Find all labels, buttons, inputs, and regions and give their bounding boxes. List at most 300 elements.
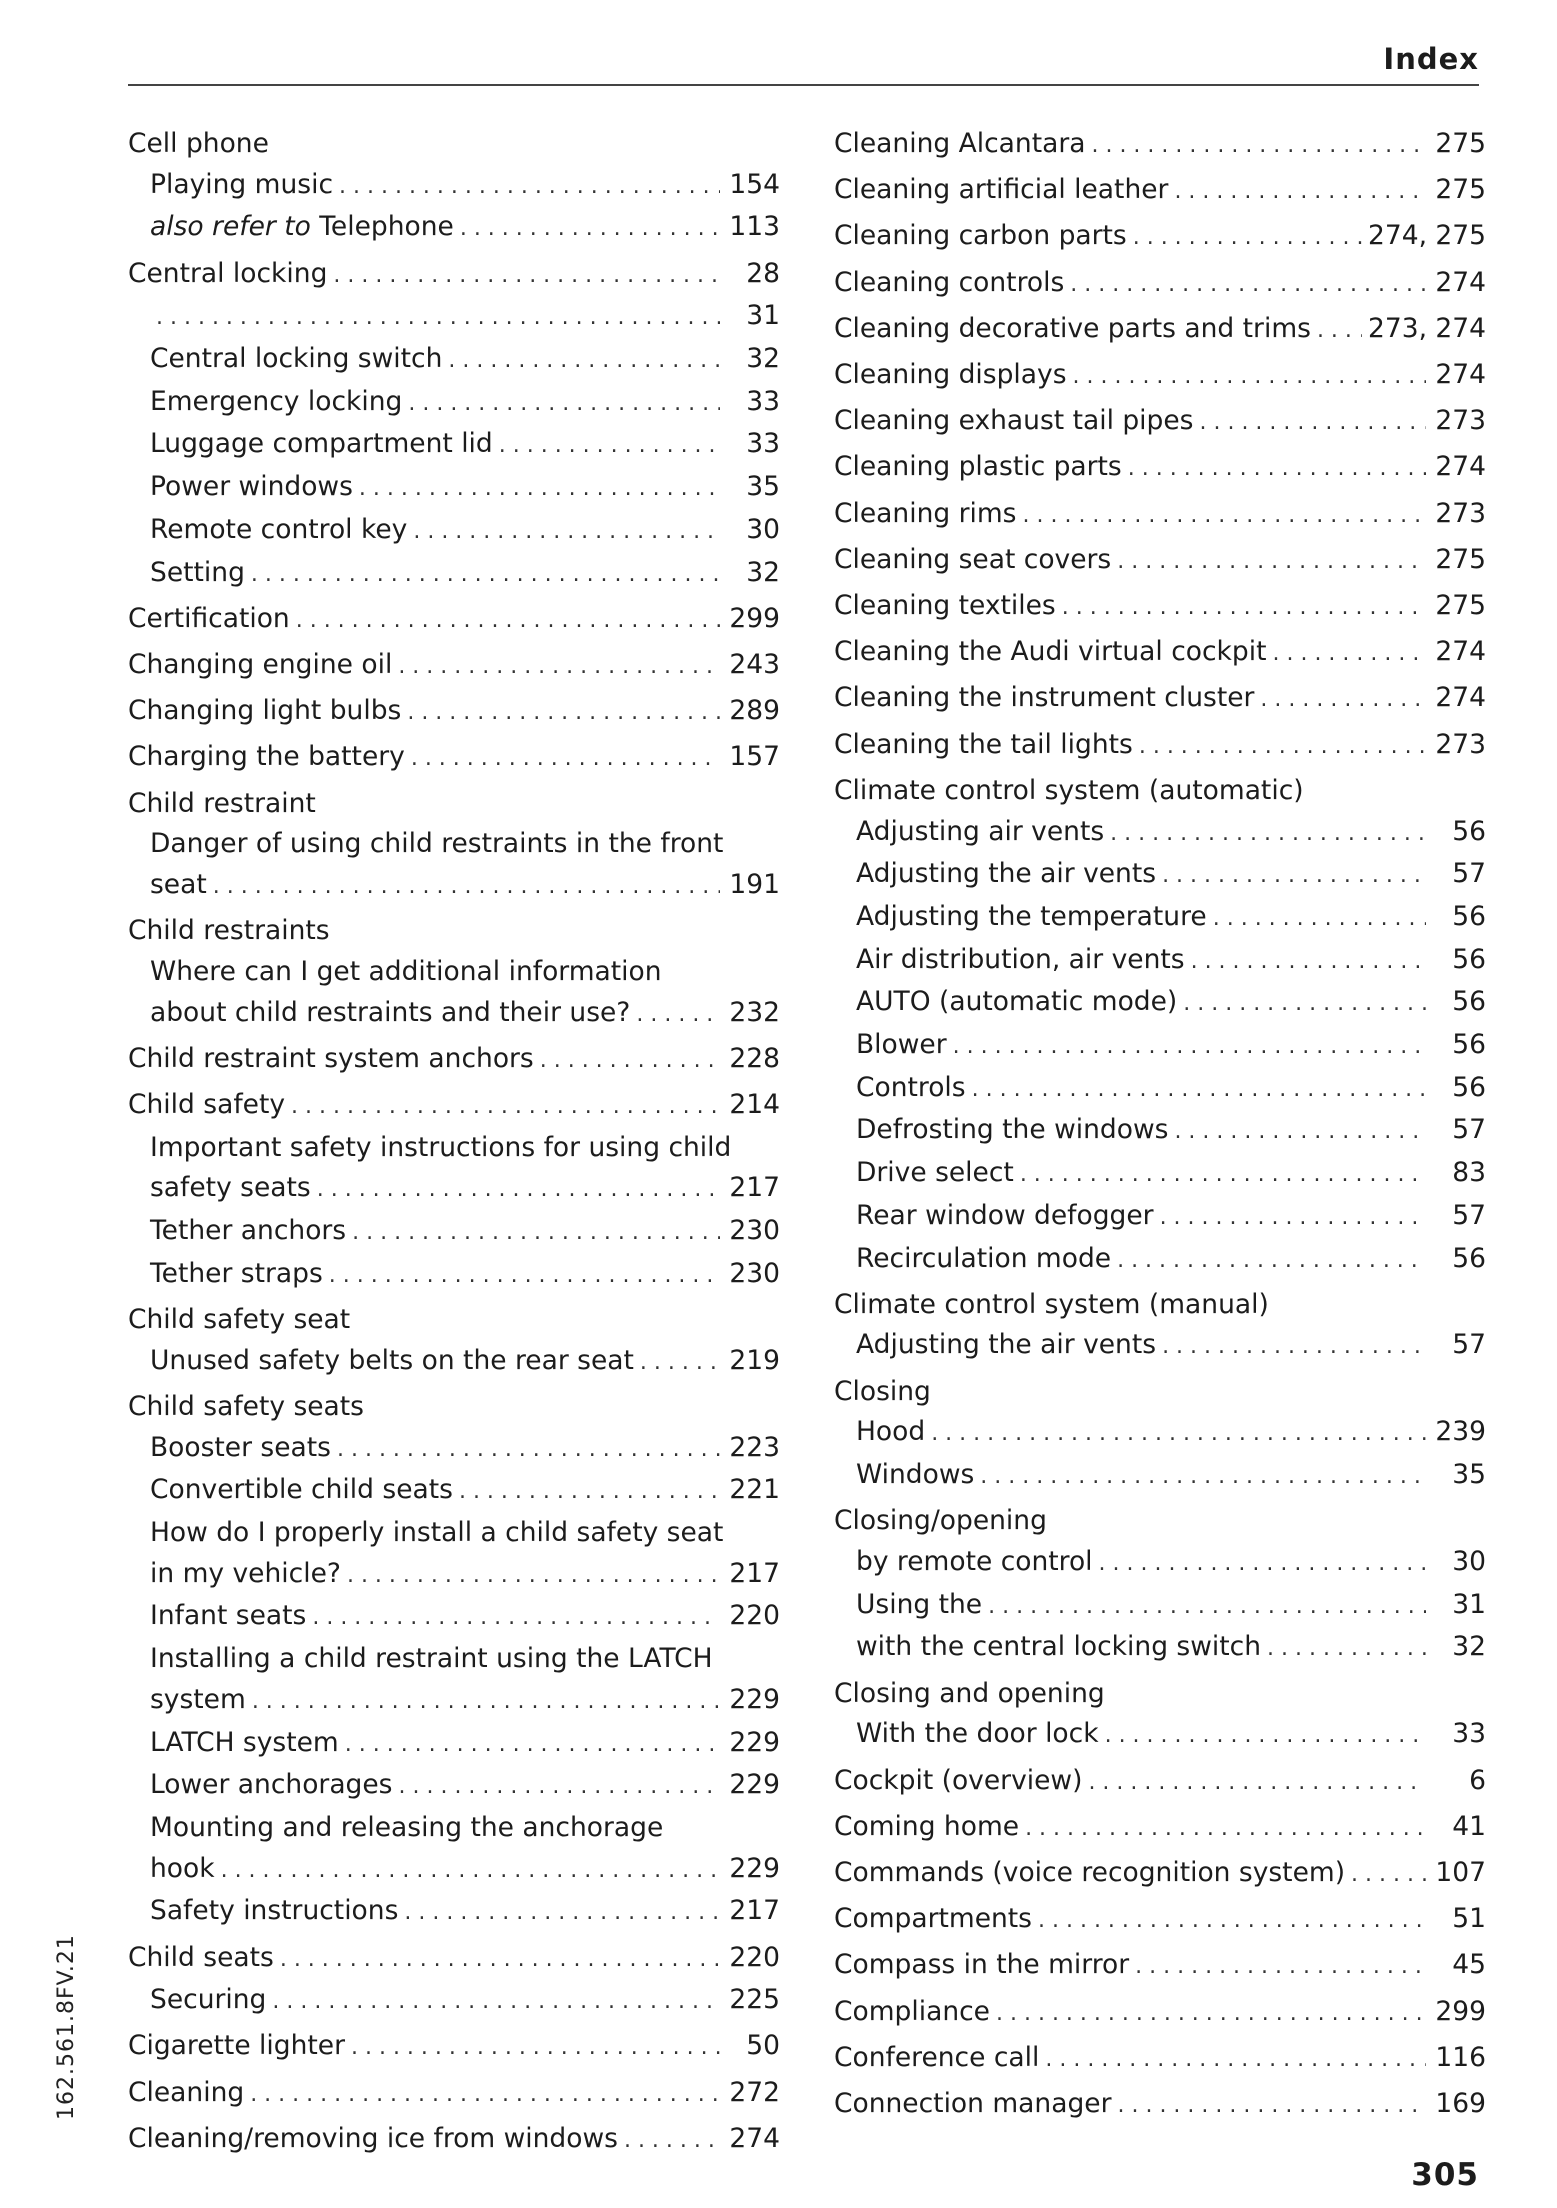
entry-text: Danger of using child restraints in the front [150, 828, 724, 860]
entry-text: Hood [856, 1416, 926, 1448]
index-entry [834, 124, 1486, 167]
entry-text: Central locking [128, 257, 328, 289]
entry-text: Compass in the mirror [834, 1949, 1130, 1981]
dot-leader [459, 1472, 720, 1513]
index-entry [834, 771, 1486, 812]
entry-page-ref: 56 [1452, 986, 1486, 1018]
entry-text: Infant seats [150, 1600, 307, 1632]
dot-leader [399, 1767, 721, 1808]
index-entry [834, 586, 1486, 629]
entry-page-ref: 239 [1435, 1416, 1486, 1448]
entry-page-ref: 299 [1435, 1995, 1486, 2027]
header-divider [128, 84, 1479, 86]
entry-page-ref: 30 [1452, 1546, 1486, 1577]
index-subentry [834, 1627, 1486, 1670]
dot-leader [1139, 727, 1426, 768]
dot-leader [953, 1027, 1426, 1068]
entry-term [856, 897, 1207, 938]
entry-text: Tether anchors [150, 1215, 347, 1247]
dot-leader [408, 384, 720, 425]
dot-leader [351, 2028, 720, 2069]
entry-term [834, 1899, 1032, 1940]
index-entry [834, 678, 1486, 721]
entry-page-ref: 275 [1435, 543, 1486, 575]
entry-page-ref: 217 [729, 1172, 780, 1204]
entry-page-ref: 45 [1452, 1949, 1486, 1981]
entry-page-ref: 289 [729, 695, 780, 727]
index-subentry [128, 1168, 780, 1211]
entry-text: Child seats [128, 1941, 274, 1973]
entry-term [834, 725, 1133, 766]
entry-text: Cleaning the Audi virtual cockpit [834, 636, 1267, 668]
entry-text: Adjusting air vents [856, 815, 1105, 847]
index-entry [834, 1853, 1486, 1896]
index-column-right [834, 124, 1486, 2127]
index-subentry [128, 1639, 780, 1680]
entry-term [834, 771, 1304, 812]
entry-text: Drive select [856, 1157, 1014, 1189]
index-entry [834, 2084, 1486, 2127]
entry-term [834, 1945, 1129, 1986]
index-subentry [128, 1980, 780, 2023]
entry-term [834, 2038, 1039, 2079]
entry-term [834, 1807, 1019, 1848]
entry-term [856, 1325, 1156, 1366]
index-subentry [834, 982, 1486, 1025]
entry-page-ref: 274 [1435, 359, 1486, 391]
index-entry [128, 911, 780, 952]
dot-leader [250, 2075, 720, 2116]
dot-leader [1135, 1947, 1426, 1988]
dot-leader [988, 1587, 1426, 1628]
entry-text: Compliance [834, 1995, 990, 2027]
entry-text: Cleaning seat covers [834, 543, 1112, 575]
entry-text: With the door lock [856, 1718, 1099, 1750]
entry-page-ref: 230 [729, 1215, 780, 1247]
entry-text: in my vehicle? [150, 1557, 341, 1589]
entry-term [150, 467, 353, 508]
entry-term [150, 424, 493, 465]
index-entry [834, 1372, 1486, 1413]
entry-text: Coming home [834, 1810, 1020, 1842]
dot-leader [407, 693, 720, 734]
entry-page-ref: 274 [1435, 451, 1486, 483]
dot-leader [317, 1170, 720, 1211]
index-subentry [128, 952, 780, 993]
entry-text: Changing engine oil [128, 648, 393, 680]
dot-leader [213, 867, 720, 908]
dot-leader [1070, 265, 1426, 306]
entry-term [128, 737, 405, 778]
index-subentry [128, 1254, 780, 1297]
dot-leader [1267, 1629, 1426, 1670]
index-subentry [834, 1455, 1486, 1498]
entry-text: with the central locking switch [856, 1631, 1262, 1663]
index-subentry [834, 1110, 1486, 1153]
dot-leader [1162, 1327, 1426, 1368]
index-subentry [128, 467, 780, 510]
dot-leader [931, 1414, 1426, 1455]
entry-page-ref: 28 [746, 257, 780, 289]
entry-term [856, 1239, 1111, 1280]
index-subentry [834, 812, 1486, 855]
dot-leader [329, 1256, 720, 1297]
index-subentry [128, 1554, 780, 1597]
dot-leader [337, 1430, 720, 1471]
entry-text: Power windows [150, 471, 353, 503]
entry-text: Child restraint system anchors [128, 1042, 534, 1074]
entry-term [150, 1554, 341, 1595]
entry-page-ref: 154 [729, 168, 780, 200]
entry-term [834, 540, 1111, 581]
entry-page-ref: 32 [746, 556, 780, 588]
entry-page-ref: 33 [746, 428, 780, 460]
entry-term [128, 254, 327, 295]
entry-term [150, 382, 402, 423]
entry-page-ref: 219 [729, 1344, 780, 1376]
entry-text: Adjusting the air vents [856, 1329, 1157, 1361]
entry-text: Cleaning artificial leather [834, 174, 1169, 206]
entry-text: Remote control key [150, 513, 408, 545]
index-entry [834, 725, 1486, 768]
dot-leader [339, 167, 720, 208]
entry-page-ref: 274 [1435, 636, 1486, 668]
dot-leader [499, 426, 720, 467]
entry-page-ref: 273 [1435, 728, 1486, 760]
entry-page-ref: 229 [729, 1769, 780, 1801]
entry-page-ref: 169 [1435, 2087, 1486, 2119]
entry-text: Compartments [834, 1903, 1032, 1935]
index-subentry [128, 553, 780, 596]
index-entry [128, 691, 780, 734]
entry-term [150, 1428, 331, 1469]
index-entry [834, 632, 1486, 675]
index-entry [128, 737, 780, 780]
entry-term [150, 339, 442, 380]
index-entry [834, 216, 1486, 259]
entry-term [856, 1627, 1261, 1668]
index-entry [128, 1387, 780, 1428]
dot-leader [352, 1213, 720, 1254]
dot-leader [1099, 1544, 1426, 1585]
index-entry [834, 355, 1486, 398]
entry-page-ref: 32 [746, 343, 780, 375]
entry-page-ref: 230 [729, 1257, 780, 1289]
entry-text: Cleaning Alcantara [834, 128, 1086, 159]
page-header-title: Index [1383, 42, 1479, 76]
entry-text: Mounting and releasing the anchorage [150, 1811, 664, 1843]
entry-text: Convertible child seats [150, 1474, 453, 1506]
index-entry [834, 263, 1486, 306]
entry-text: Child safety seat [128, 1303, 351, 1335]
dot-leader [312, 1598, 720, 1639]
dot-leader [1317, 311, 1362, 352]
entry-page-ref: 57 [1452, 1329, 1486, 1361]
index-subentry [834, 854, 1486, 897]
dot-leader [252, 1682, 720, 1723]
entry-text: Cleaning decorative parts and trims [834, 312, 1311, 344]
entry-page-ref: 232 [729, 996, 780, 1028]
entry-page-ref: 273 [1435, 497, 1486, 529]
index-entry [128, 599, 780, 642]
entry-term [834, 1285, 1269, 1326]
index-entry [128, 1938, 780, 1981]
index-subentry [128, 1849, 780, 1892]
index-column-left [128, 124, 780, 2162]
entry-text: Cigarette lighter [128, 2030, 345, 2062]
entry-text: Child restraints [128, 915, 330, 947]
index-subentry [834, 1196, 1486, 1239]
entry-term [834, 2084, 1111, 2125]
entry-page-ref: 217 [729, 1557, 780, 1589]
entry-page-ref: 50 [746, 2030, 780, 2062]
index-entry [834, 540, 1486, 583]
entry-text: system [150, 1683, 246, 1715]
entry-page-ref: 33 [1452, 1718, 1486, 1750]
entry-page-ref: 221 [729, 1474, 780, 1506]
entry-page-ref: 57 [1452, 1199, 1486, 1231]
dot-leader [1213, 899, 1426, 940]
entry-text: Important safety instructions for using child [150, 1131, 732, 1163]
entry-page-ref: 274 [729, 2122, 780, 2154]
page-number: 305 [1411, 2157, 1479, 2193]
index-entry [834, 309, 1486, 352]
dot-leader [398, 647, 720, 688]
entry-page-ref: 56 [1452, 900, 1486, 932]
entry-text: Climate control system (manual) [834, 1288, 1269, 1320]
index-subentry [128, 1723, 780, 1766]
entry-term [856, 1196, 1154, 1237]
entry-term [834, 1674, 1105, 1715]
entry-page-ref: 275 [1435, 590, 1486, 622]
entry-term [856, 982, 1177, 1023]
entry-term [834, 309, 1311, 350]
entry-term [856, 1542, 1093, 1583]
entry-page-ref: 229 [729, 1726, 780, 1758]
entry-page-ref: 273, 274 [1367, 312, 1486, 344]
dot-leader [333, 256, 720, 297]
entry-page-ref: 274, 275 [1367, 220, 1486, 252]
index-subentry [128, 382, 780, 425]
entry-term [150, 1341, 634, 1382]
entry-term [150, 1168, 311, 1209]
entry-text: Playing music [150, 168, 334, 200]
index-subentry [834, 1153, 1486, 1196]
index-subentry [834, 1585, 1486, 1628]
dot-leader [221, 1851, 720, 1892]
dot-leader [624, 2121, 720, 2162]
dot-leader [972, 1070, 1426, 1111]
index-subentry [128, 207, 780, 250]
entry-text: Rear window defogger [856, 1199, 1154, 1231]
index-subentry [128, 510, 780, 553]
entry-term [834, 1992, 990, 2033]
dot-leader [1128, 449, 1426, 490]
entry-text: Luggage compartment lid [150, 428, 493, 460]
entry-text: Setting [150, 556, 245, 588]
index-subentry [834, 1239, 1486, 1282]
entry-page-ref: 6 [1469, 1764, 1486, 1796]
dot-leader [1062, 588, 1426, 629]
entry-text: Air distribution, air vents [856, 943, 1185, 975]
dot-leader [636, 995, 720, 1036]
entry-term [856, 1068, 966, 1109]
entry-text: Cleaning the tail lights [834, 728, 1133, 760]
entry-term [128, 599, 290, 640]
index-entry [834, 1674, 1486, 1715]
entry-term [834, 401, 1193, 442]
entry-page-ref: 157 [729, 741, 780, 773]
entry-page-ref: 57 [1452, 858, 1486, 890]
index-entry [834, 494, 1486, 537]
entry-term [834, 586, 1056, 627]
entry-page-ref: 116 [1435, 2041, 1486, 2073]
entry-text: Securing [150, 1984, 267, 2016]
entry-term [150, 510, 407, 551]
entry-term [150, 1723, 339, 1764]
dot-leader [280, 1940, 720, 1981]
index-entry [128, 2119, 780, 2162]
dot-leader [156, 298, 720, 339]
entry-page-ref: 243 [729, 648, 780, 680]
entry-page-ref: 57 [1452, 1114, 1486, 1146]
entry-term [150, 165, 333, 206]
entry-page-ref: 56 [1452, 943, 1486, 975]
dot-leader [1199, 403, 1426, 444]
index-subentry [128, 1128, 780, 1169]
dot-leader [1110, 814, 1426, 855]
entry-page-ref: 214 [729, 1088, 780, 1120]
entry-text: Child safety [128, 1088, 286, 1120]
entry-term [856, 1455, 974, 1496]
index-entry [128, 2026, 780, 2069]
dot-leader [1191, 942, 1426, 983]
index-subentry [128, 1765, 780, 1808]
index-entry [128, 645, 780, 688]
dot-leader [1073, 357, 1426, 398]
entry-text: How do I properly install a child safety seat [150, 1517, 724, 1548]
entry-page-ref: 31 [746, 300, 780, 332]
entry-term [834, 1853, 1345, 1894]
entry-page-ref: 33 [746, 385, 780, 417]
dot-leader [540, 1041, 720, 1082]
index-entry [834, 1945, 1486, 1988]
entry-term [834, 1761, 1082, 1802]
index-entry [128, 784, 780, 825]
entry-text: Controls [856, 1071, 966, 1103]
dot-leader [359, 469, 720, 510]
entry-term [856, 940, 1185, 981]
dot-leader [1272, 634, 1426, 675]
entry-page-ref: 228 [729, 1042, 780, 1074]
entry-page-ref: 274 [1435, 266, 1486, 298]
dot-leader [347, 1556, 720, 1597]
dot-leader [251, 555, 720, 596]
entry-text: Adjusting the temperature [856, 900, 1207, 932]
dot-leader [980, 1457, 1426, 1498]
entry-term [834, 447, 1122, 488]
entry-text: Commands (voice recognition system) [834, 1856, 1346, 1888]
entry-text: Cockpit (overview) [834, 1764, 1083, 1796]
entry-text: Booster seats [150, 1431, 331, 1463]
entry-term [150, 1849, 215, 1890]
entry-page-ref: 107 [1435, 1856, 1486, 1888]
entry-text: Cleaning/removing ice from windows [128, 2122, 618, 2154]
index-entry [128, 254, 780, 297]
index-subentry [128, 1891, 780, 1934]
dot-leader [640, 1343, 720, 1384]
index-subentry [128, 424, 780, 467]
entry-text: Windows [856, 1459, 975, 1491]
dot-leader [448, 341, 720, 382]
index-subentry [128, 824, 780, 865]
entry-term [834, 632, 1266, 673]
entry-text: safety seats [150, 1172, 311, 1204]
entry-text: Cleaning carbon parts [834, 220, 1127, 252]
dot-leader [413, 512, 720, 553]
index-subentry [128, 339, 780, 382]
entry-term [856, 1110, 1168, 1151]
entry-term [150, 1128, 731, 1169]
entry-page-ref: 275 [1435, 174, 1486, 206]
entry-page-ref: 220 [729, 1941, 780, 1973]
index-subentry [834, 1025, 1486, 1068]
entry-page-ref: 32 [1452, 1631, 1486, 1663]
document-code: 162.561.8FV.21 [54, 1934, 79, 2120]
dot-leader [1105, 1716, 1426, 1757]
entry-page-ref: 299 [729, 602, 780, 634]
entry-term [856, 812, 1104, 853]
entry-term [150, 1211, 346, 1252]
dot-leader [1174, 172, 1426, 213]
entry-term [834, 124, 1085, 165]
dot-leader [1117, 1241, 1426, 1282]
entry-page-ref: 274 [1435, 682, 1486, 714]
dot-leader [1351, 1855, 1426, 1896]
entry-page-ref: 35 [746, 471, 780, 503]
entry-page-ref: 51 [1452, 1903, 1486, 1935]
entry-term [856, 1585, 982, 1626]
entry-text: Changing light bulbs [128, 695, 402, 727]
entry-page-ref: 30 [746, 513, 780, 545]
entry-text: Adjusting the air vents [856, 858, 1157, 890]
entry-text: Climate control system (automatic) [834, 774, 1304, 806]
dot-leader [1023, 496, 1427, 537]
entry-page-ref: 56 [1452, 1242, 1486, 1274]
dot-leader [345, 1725, 720, 1766]
dot-leader [1038, 1901, 1426, 1942]
entry-text: Cleaning displays [834, 359, 1067, 391]
entry-text: Closing [834, 1375, 931, 1407]
entry-term [128, 2026, 345, 2067]
entry-text: Defrosting the windows [856, 1114, 1169, 1146]
entry-term [150, 1639, 713, 1680]
dot-leader [460, 209, 720, 250]
entry-text: AUTO (automatic mode) [856, 986, 1178, 1018]
entry-term [150, 1808, 663, 1849]
entry-term [150, 553, 245, 594]
entry-term [834, 1372, 931, 1413]
entry-term [150, 1513, 723, 1554]
entry-page-ref: 217 [729, 1895, 780, 1927]
dot-leader [1117, 542, 1426, 583]
entry-term [128, 784, 316, 825]
entry-text: Cleaning controls [834, 266, 1065, 298]
entry-text: Using the [856, 1588, 983, 1620]
entry-term [834, 355, 1067, 396]
entry-page-ref: 56 [1452, 815, 1486, 847]
index-subentry [834, 1714, 1486, 1757]
